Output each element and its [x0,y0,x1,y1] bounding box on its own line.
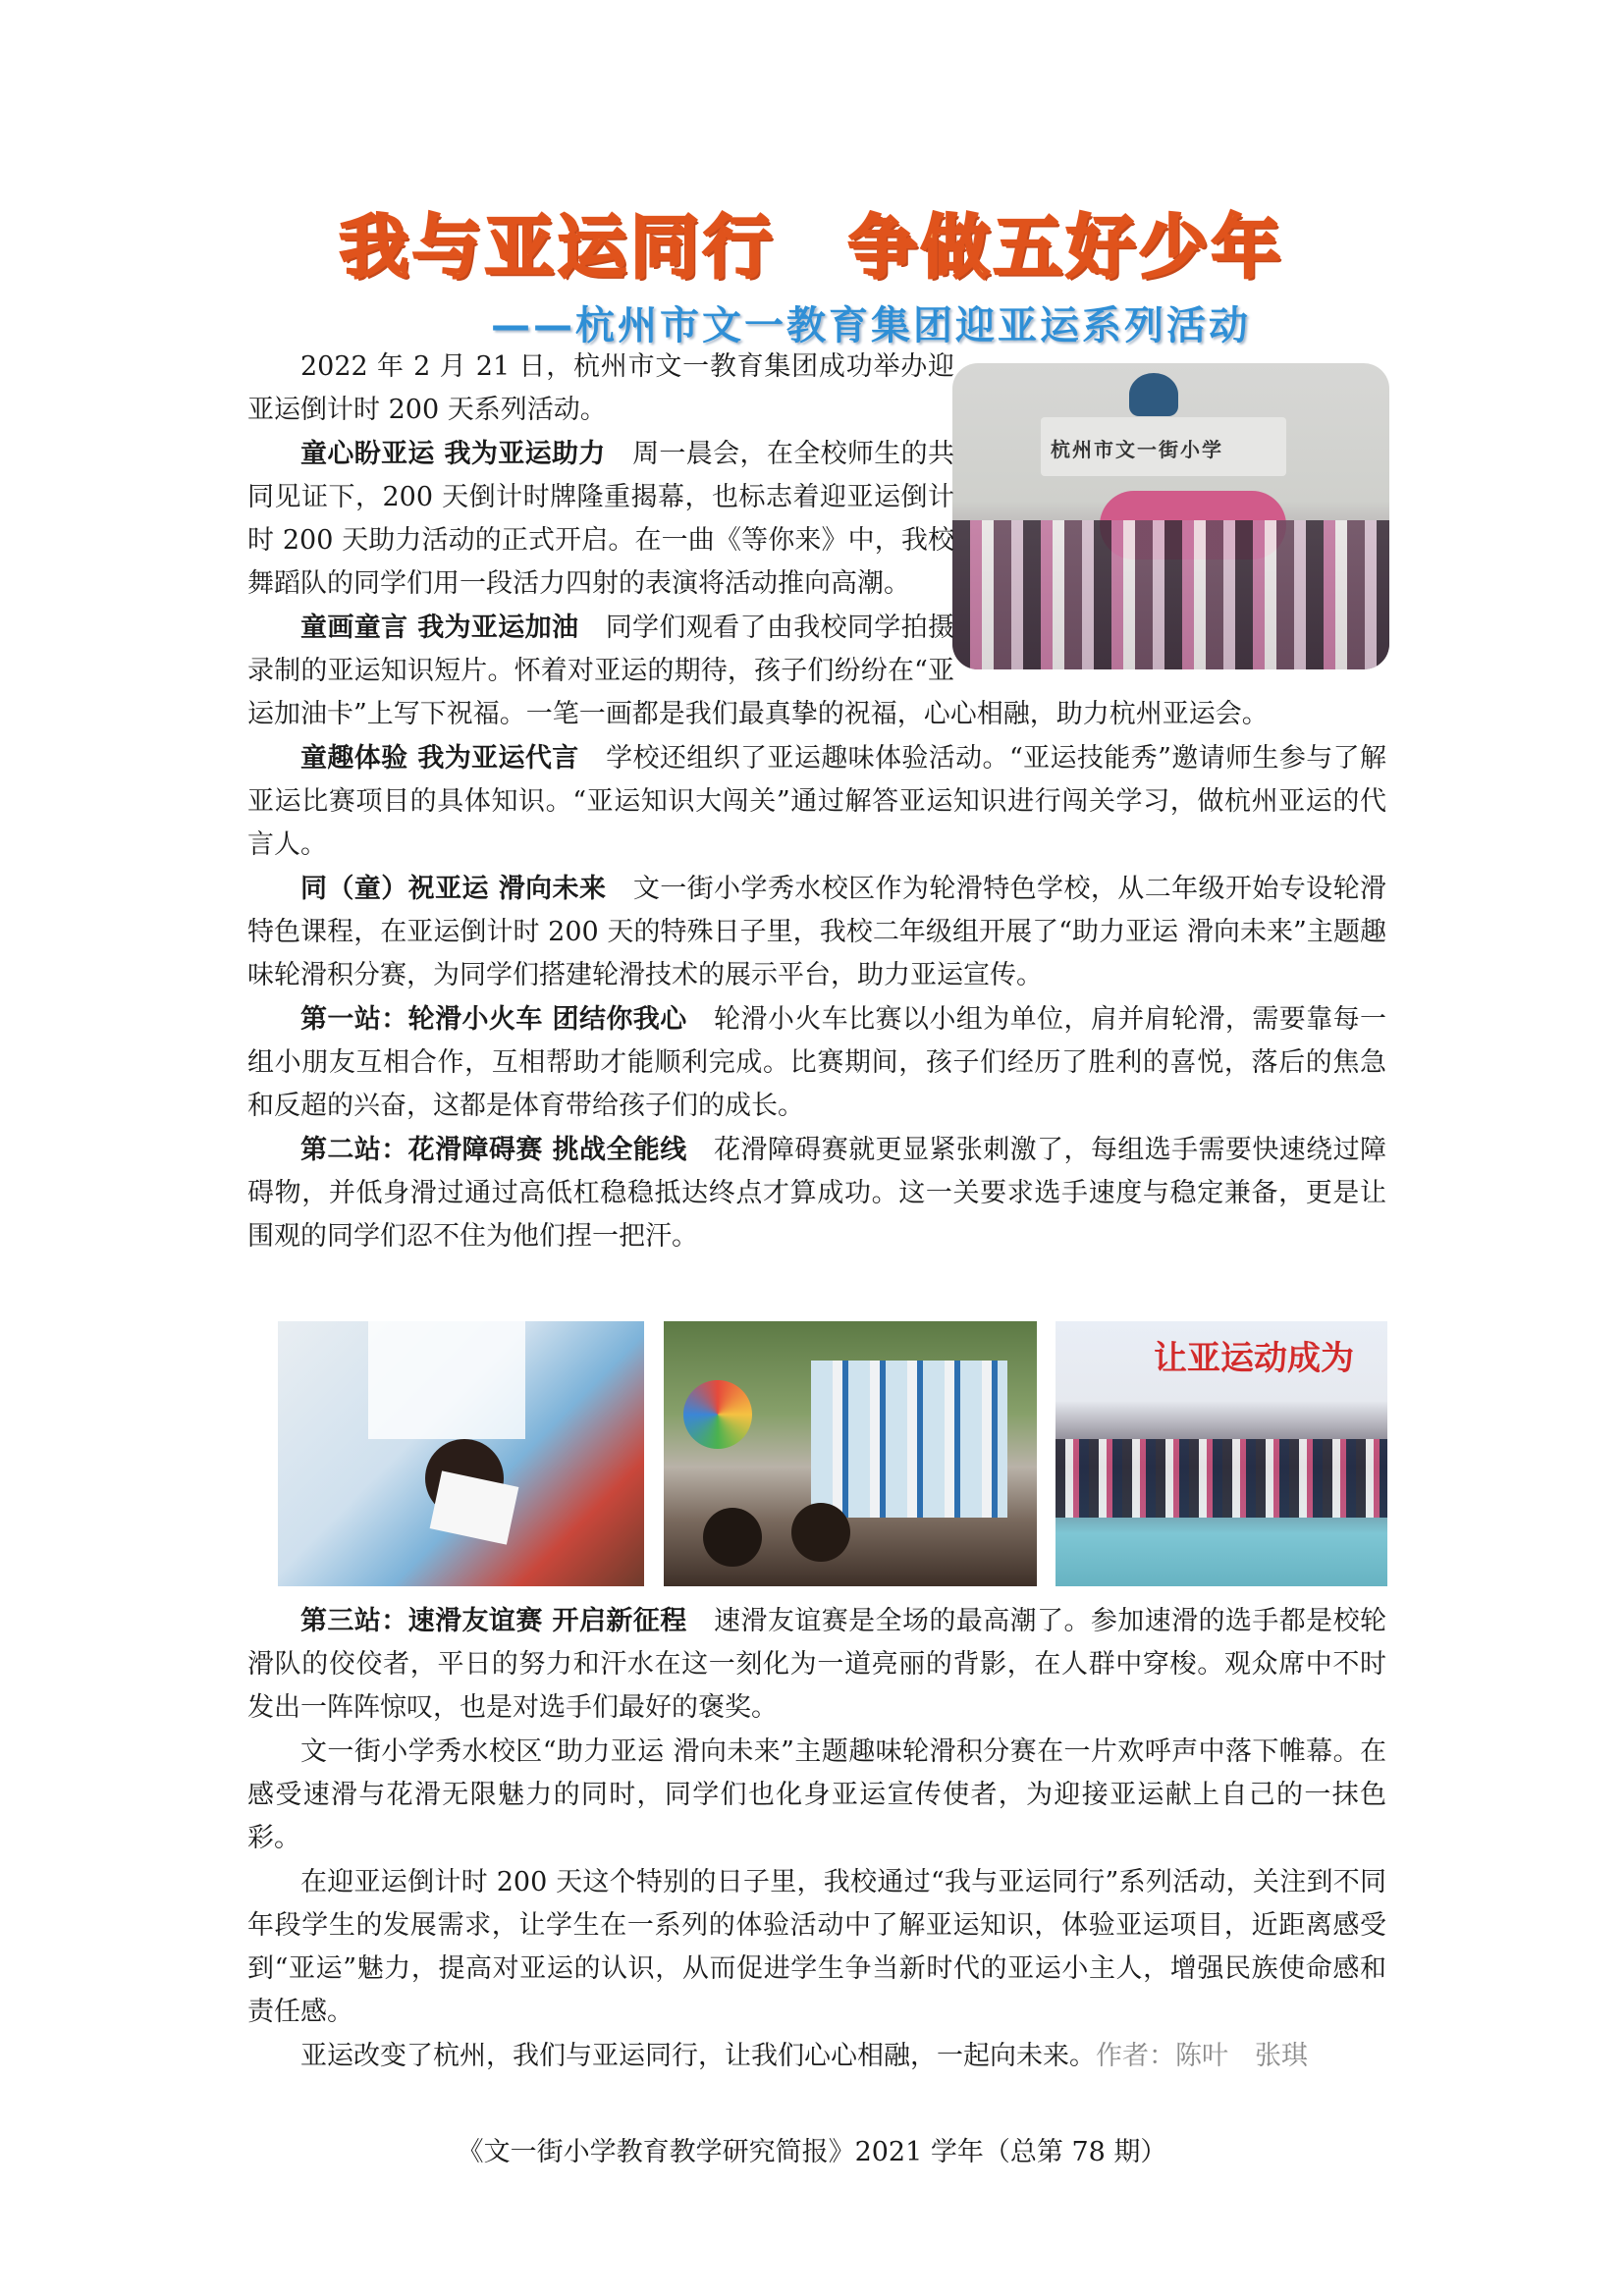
paragraph-text: 2022 年 2 月 21 日，杭州市文一教育集团成功举办迎亚运倒计时 200 天系列活动。 [247,351,954,425]
greeting-card [430,1470,519,1544]
paragraph-text: 速滑友谊赛是全场的最高潮了。参加速滑的选手都是校轮滑队的佼佼者，平日的努力和汗水在这一刻化为一道亮丽的背影，在人群中穿梭。观众席中不时发出一阵阵惊叹，也是对选手们最好的褒奖。 [247,1606,1387,1723]
section-heading: 童趣体验 我为亚运代言 [300,743,579,774]
photo-writing-cards [278,1321,644,1586]
page-footer: 《文一街小学教育教学研究简报》2021 学年（总第 78 期） [457,2137,1167,2167]
article-body-continued [247,1600,1386,2079]
section-heading: 第二站：花滑障碍赛 挑战全能线 [300,1135,687,1165]
exhibition-boards [811,1361,1007,1518]
child-head [791,1503,850,1562]
paragraph-section [247,1600,1386,1730]
paragraph-text: 文一街小学秀水校区作为轮滑特色学校，从二年级开始专设轮滑特色课程，在亚运倒计时 200 天的特殊日子里，我校二年级组开展了“助力亚运 滑向未来”主题趣味轮滑积分赛，为同学们搭建轮滑技术的展示平台，助力亚运宣传。 [247,874,1387,990]
closing-text: 亚运改变了杭州，我们与亚运同行，让我们心心相融，一起向未来。 [300,2041,1096,2071]
paragraph-text: 同学们观看了由我校同学拍摄录制的亚运知识短片。怀着对亚运的期待，孩子们纷纷在“亚运加油卡”上写下祝福。一笔一画都是我们最真挚的祝福，心心相融，助力杭州亚运会。 [247,613,1269,729]
paragraph-section [247,868,1386,997]
section-heading: 童心盼亚运 我为亚运助力 [300,439,606,469]
page-title: 我与亚运同行 争做五好少年 [340,207,1284,288]
poster-board [368,1321,525,1439]
paragraph-text: 文一街小学秀水校区“助力亚运 滑向未来”主题趣味轮滑积分赛在一片欢呼声中落下帷幕。在感受速滑与花滑无限魅力的同时，同学们也化身亚运宣传使者，为迎接亚运献上自己的一抹色彩。 [247,1736,1386,1853]
section-heading: 同（童）祝亚运 滑向未来 [300,874,607,904]
paragraph-section [247,737,1386,867]
section-heading: 第一站：轮滑小火车 团结你我心 [300,1004,687,1035]
paragraph-text: 花滑障碍赛就更显紧张刺激了，每组选手需要快速绕过障碍物，并低身滑过通过高低杠稳稳抵达终点才算成功。这一关要求选手速度与稳定兼备，更是让围观的同学们忍不住为他们捏一把汗。 [247,1135,1387,1252]
photo-skating-gym [1056,1321,1387,1586]
photo-knowledge-quiz [664,1321,1037,1586]
prize-wheel-icon [683,1380,752,1449]
paragraph-text: 轮滑小火车比赛以小组为单位，肩并肩轮滑，需要靠每一组小朋友互相合作，互相帮助才能顺利完成。比赛期间，孩子们经历了胜利的喜悦，落后的焦急和反超的兴奋，这都是体育带给孩子们的成长。 [247,1004,1387,1121]
paragraph-text: 在迎亚运倒计时 200 天这个特别的日子里，我校通过“我与亚运同行”系列活动，关注到不同年段学生的发展需求，让学生在一系列的体验活动中了解亚运知识，体验亚运项目，近距离感受到“亚运”魅力，提高对亚运的认识，从而促进学生争当新时代的亚运小主人，增强民族使命感和责任感。 [247,1867,1386,2027]
section-heading: 童画童言 我为亚运加油 [300,613,579,643]
child-head [703,1508,762,1567]
school-sign-text: 杭州市文一街小学 [1051,438,1223,461]
paragraph-text: 学校还组织了亚运趣味体验活动。“亚运技能秀”邀请师生参与了解亚运比赛项目的具体知识。“亚运知识大闯关”通过解答亚运知识进行闯关学习，做杭州亚运的代言人。 [247,743,1387,860]
author-byline: 作者：陈叶 张琪 [1096,2041,1308,2071]
paragraph-section [247,998,1386,1128]
gym-banner-text: 让亚运动成为 [1154,1339,1354,1378]
section-heading: 第三站：速滑友谊赛 开启新征程 [300,1606,687,1636]
paragraph-closing [247,2035,1386,2078]
skating-students [1056,1439,1387,1518]
page-subtitle: ——杭州市文一教育集团迎亚运系列活动 [491,303,1251,348]
paragraph-text: 周一晨会，在全校师生的共同见证下，200 天倒计时牌隆重揭幕，也标志着迎亚运倒计时 200 天助力活动的正式开启。在一曲《等你来》中，我校舞蹈队的同学们用一段活力四射的表演将活动推向高潮。 [247,439,955,599]
paragraph-section [247,1129,1386,1258]
article-body [247,346,1386,1259]
